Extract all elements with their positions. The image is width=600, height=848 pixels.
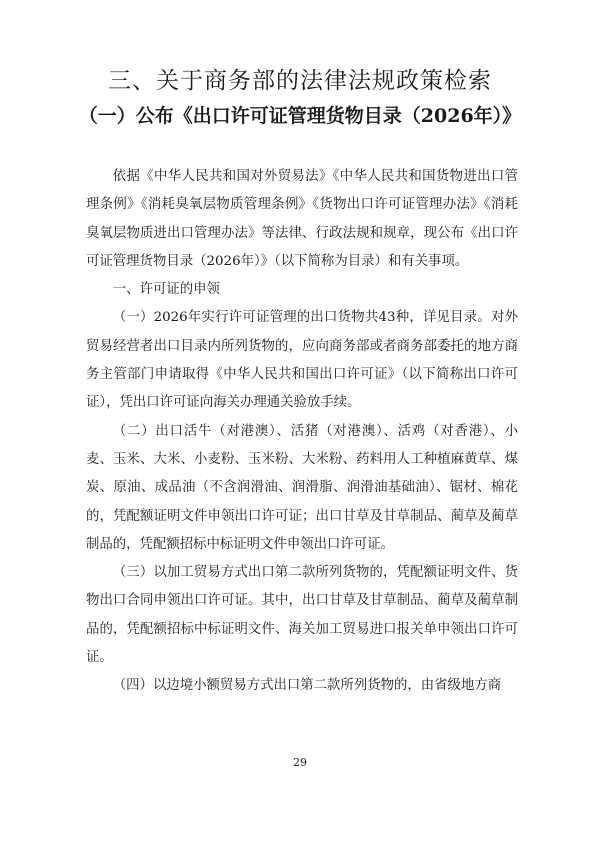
document-body: [86, 163, 518, 701]
paragraph-item-2: （二）出口活牛（对港澳）、活猪（对港澳）、活鸡（对香港）、小麦、玉米、大米、小麦粉、玉米粉、大米粉、药料用人工种植麻黄草、煤炭、原油、成品油（不含润滑油、润滑脂、润滑油基础油）、锯材、棉花的，凭配额证明文件申领出口许可证；出口甘草及甘草制品、蔺草及蔺草制品的，凭配额招标中标证明文件申领出口许可证。: [86, 423, 518, 552]
section-subtitle: （一）公布《出口许可证管理货物目录（2026年）》: [78, 105, 522, 127]
page-number: 29: [293, 756, 307, 769]
paragraph-heading-license: 一、许可证的申领: [112, 282, 220, 298]
paragraph-item-3: （三）以加工贸易方式出口第二款所列货物的，凭配额证明文件、货物出口合同申领出口许可证。其中，出口甘草及甘草制品、蔺草及蔺草制品的，凭配额招标中标证明文件、海关加工贸易进口报关单申领出口许可证。: [86, 565, 518, 666]
paragraph-item-1: （一）2026年实行许可证管理的出口货物共43种，详见目录。对外贸易经营者出口目录内所列货物的，应向商务部或者商务部委托的地方商务主管部门申请取得《中华人民共和国出口许可证》（以下简称出口许可证），凭出口许可证向海关办理通关验放手续。: [86, 310, 518, 411]
section-title: 三、关于商务部的法律法规政策检索: [108, 68, 492, 94]
paragraph-intro: 依据《中华人民共和国对外贸易法》《中华人民共和国货物进出口管理条例》《消耗臭氧层物质管理条例》《货物出口许可证管理办法》《消耗臭氧层物质进出口管理办法》等法律、行政法规和规章，现公布《出口许可证管理货物目录（2026年）》（以下简称为目录）和有关事项。: [86, 169, 518, 269]
paragraph-item-4: （四）以边境小额贸易方式出口第二款所列货物的，由省级地方商: [112, 678, 502, 694]
